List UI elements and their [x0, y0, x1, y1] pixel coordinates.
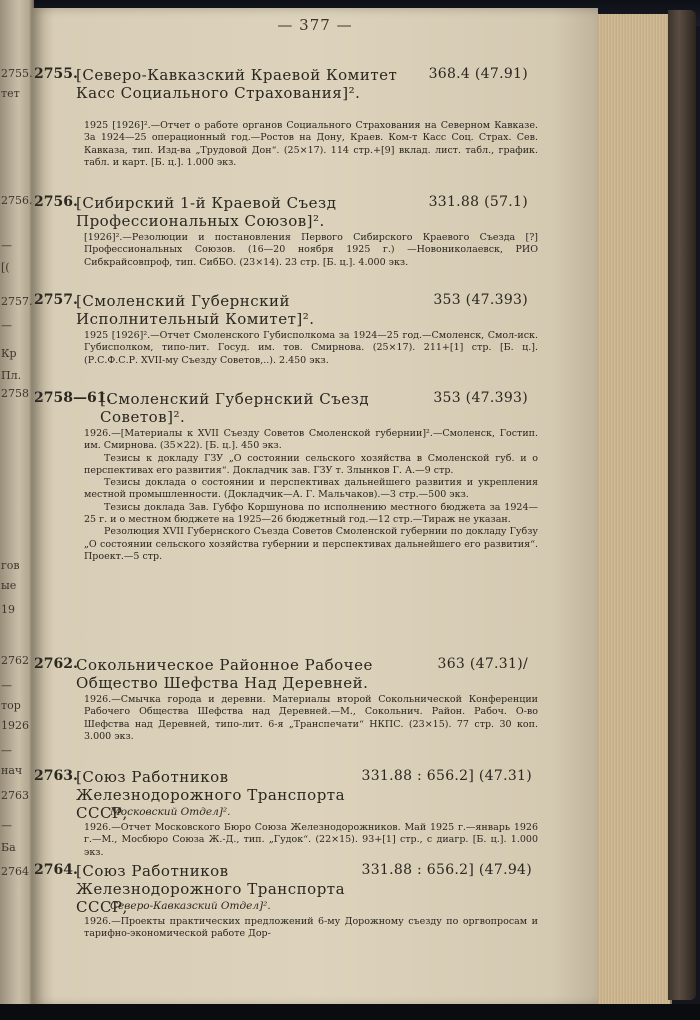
- edge-fragment: гов: [1, 559, 20, 572]
- entry-number: 2756.: [34, 194, 78, 210]
- entry-heading: [Смоленский Губернский Исполнительный Комитет]².: [76, 292, 315, 328]
- edge-fragment: [(: [1, 261, 10, 274]
- entry-heading: [Смоленский Губернский Съезд Советов]².: [100, 390, 370, 426]
- entry-heading: [Сибирский 1-й Краевой Съезд Профессиональных Союзов]².: [76, 194, 337, 230]
- entry-heading: Сокольническое Районное Рабочее Общество Шефства Над Деревней.: [76, 656, 373, 692]
- entry-subheading: Московский Отдел]².: [110, 806, 231, 818]
- entry-paragraph: Тезисы к докладу ГЗУ „О состоянии сельского хозяйства в Смоленской губ. и о перспективах его развития“. Докладчик зав. ГЗУ т. Злынков Г. А.—9 стр.: [84, 452, 538, 476]
- edge-fragment: 1926: [1, 719, 29, 732]
- entry-heading: [Союз Работников Железнодорожного Транспорта СССР,: [76, 768, 346, 822]
- entry-paragraph: 1926.—Смычка города и деревни. Материалы второй Сокольнической Конференции Рабочего Общества Шефства над Деревней.—М., Сокольнич. Район. Рабоч. О-во Шефства над Деревней, типо-лит. 6-я „Транспечати“ НКПС. (23×15). 77 стр. 30 коп. 3.000 экз.: [84, 694, 538, 742]
- entry-paragraph: [1926]².—Резолюции и постановления Первого Сибирского Краевого Съезда [?] Профессиональных Союзов. (16—20 ноября 1925 г.) —Новониколаевск, РИО Сибкрайсовпроф, тип. СибБО. (23×14). 23 стр. [Б. ц.]. 4.000 экз.: [84, 232, 538, 268]
- entry-classification: 331.88 (57.1): [428, 194, 528, 210]
- edge-fragment: 2757.: [1, 295, 33, 308]
- entry-body: [84, 120, 538, 169]
- left-page-edge: [0, 0, 34, 1020]
- entry-heading: [Союз Работников Железнодорожного Транспорта СССР,: [76, 862, 346, 916]
- edge-fragment: 2755.: [1, 67, 33, 80]
- edge-fragment: —: [1, 744, 12, 757]
- edge-fragment: 19: [1, 603, 15, 616]
- entry-body: [84, 916, 538, 941]
- entry-classification: 368.4 (47.91): [428, 66, 528, 82]
- edge-fragment: нач: [1, 764, 23, 777]
- entry-paragraph: Тезисы доклада о состоянии и перспективах дальнейшего развития и укрепления местной промышленности. (Докладчик—А. Г. Мальчаков).—3 стр.—500 экз.: [84, 477, 538, 501]
- entry-number: 2763.: [34, 768, 78, 784]
- edge-fragment: 2764: [1, 865, 29, 878]
- book-cover: [668, 10, 696, 1000]
- entry-paragraph: 1925 [1926]².—Отчет Смоленского Губисполкома за 1924—25 год.—Смоленск, Смол-иск. Губисполком, типо-лит. Госуд. им. тов. Смирнова. (25×17). 211+[1] стр. [Б. ц.]. (Р.С.Ф.С.Р. XVII-му Съезду Советов,..). 2.450 экз.: [84, 330, 538, 366]
- edge-fragment: 2763: [1, 789, 29, 802]
- page-block-edges: [596, 14, 672, 1004]
- edge-fragment: тет: [1, 87, 20, 100]
- edge-fragment: Кр: [1, 347, 17, 360]
- entry-paragraph: 1926.—Отчет Московского Бюро Союза Железнодорожников. Май 1925 г.—январь 1926 г.—М., Мосбюро Союза Ж.-Д., тип. „Гудок“. (22×15). 93+[1] стр., с диагр. [Б. ц.]. 1.000 экз.: [84, 822, 538, 858]
- entry-classification: 331.88 : 656.2] (47.31): [361, 768, 532, 784]
- entry-body: [84, 428, 538, 563]
- book-page: [32, 8, 598, 1006]
- entry-body: [84, 330, 538, 367]
- entry-paragraph: 1925 [1926]².—Отчет о работе органов Социального Страхования на Северном Кавказе. За 1924—25 операционный год.—Ростов на Дону, Краев. Ком-т Касс Соц. Страх. Сев. Кавказа, тип. Изд-ва „Трудовой Дон“. (25×17). 114 стр.+[9] вклад. лист. табл., график. табл. и карт. [Б. ц.]. 1.000 экз.: [84, 120, 538, 168]
- entry-paragraph: Тезисы доклада Зав. Губфо Коршунова по исполнению местного бюджета за 1924—25 г. и о местном бюджете на 1925—26 бюджетный год.—12 стр.—Тираж не указан.: [84, 501, 538, 526]
- entry-classification: 363 (47.31)/: [437, 656, 528, 672]
- entry-body: [84, 822, 538, 859]
- entry-number: 2757.: [34, 292, 78, 308]
- edge-fragment: —: [1, 239, 12, 252]
- edge-fragment: ые: [1, 579, 17, 592]
- edge-fragment: 2762: [1, 654, 29, 667]
- entry-subheading: Северо-Кавказский Отдел]².: [110, 900, 271, 912]
- entry-paragraph: 1926.—Проекты практических предложений 6-му Дорожному съезду по оргвопросам и тарифно-экономической работе Дор-: [84, 916, 538, 940]
- edge-fragment: —: [1, 679, 12, 692]
- entry-paragraph: 1926.—[Материалы к XVII Съезду Советов Смоленской губернии]².—Смоленск, Гостип. им. Смирнова. (35×22). [Б. ц.]. 450 экз.: [84, 428, 538, 452]
- edge-fragment: 2756.: [1, 194, 33, 207]
- edge-fragment: 2758: [1, 387, 29, 400]
- entry-paragraph: Резолюция XVII Губернского Съезда Советов Смоленской губернии по докладу Губзу „О состоянии сельского хозяйства губернии и перспективах дальнейшего его развития“. Проект.—5 стр.: [84, 526, 538, 562]
- entry-number: 2755.: [34, 66, 78, 82]
- edge-fragment: тор: [1, 699, 21, 712]
- entry-classification: 353 (47.393): [433, 292, 528, 308]
- edge-fragment: —: [1, 819, 12, 832]
- entry-body: [84, 232, 538, 269]
- edge-fragment: Ба: [1, 841, 16, 854]
- entry-number: 2758—61.: [34, 390, 112, 406]
- entry-number: 2764.: [34, 862, 78, 878]
- entry-heading: [Северо-Кавказский Краевой Комитет Касс Социального Страхования]².: [76, 66, 398, 102]
- edge-fragment: Пл.: [1, 369, 22, 382]
- bottom-shadow: [0, 1004, 700, 1020]
- entry-classification: 353 (47.393): [433, 390, 528, 406]
- entry-body: [84, 694, 538, 743]
- edge-fragment: —: [1, 319, 12, 332]
- entry-classification: 331.88 : 656.2] (47.94): [361, 862, 532, 878]
- page-number: — 377 —: [277, 16, 353, 34]
- entry-number: 2762.: [34, 656, 78, 672]
